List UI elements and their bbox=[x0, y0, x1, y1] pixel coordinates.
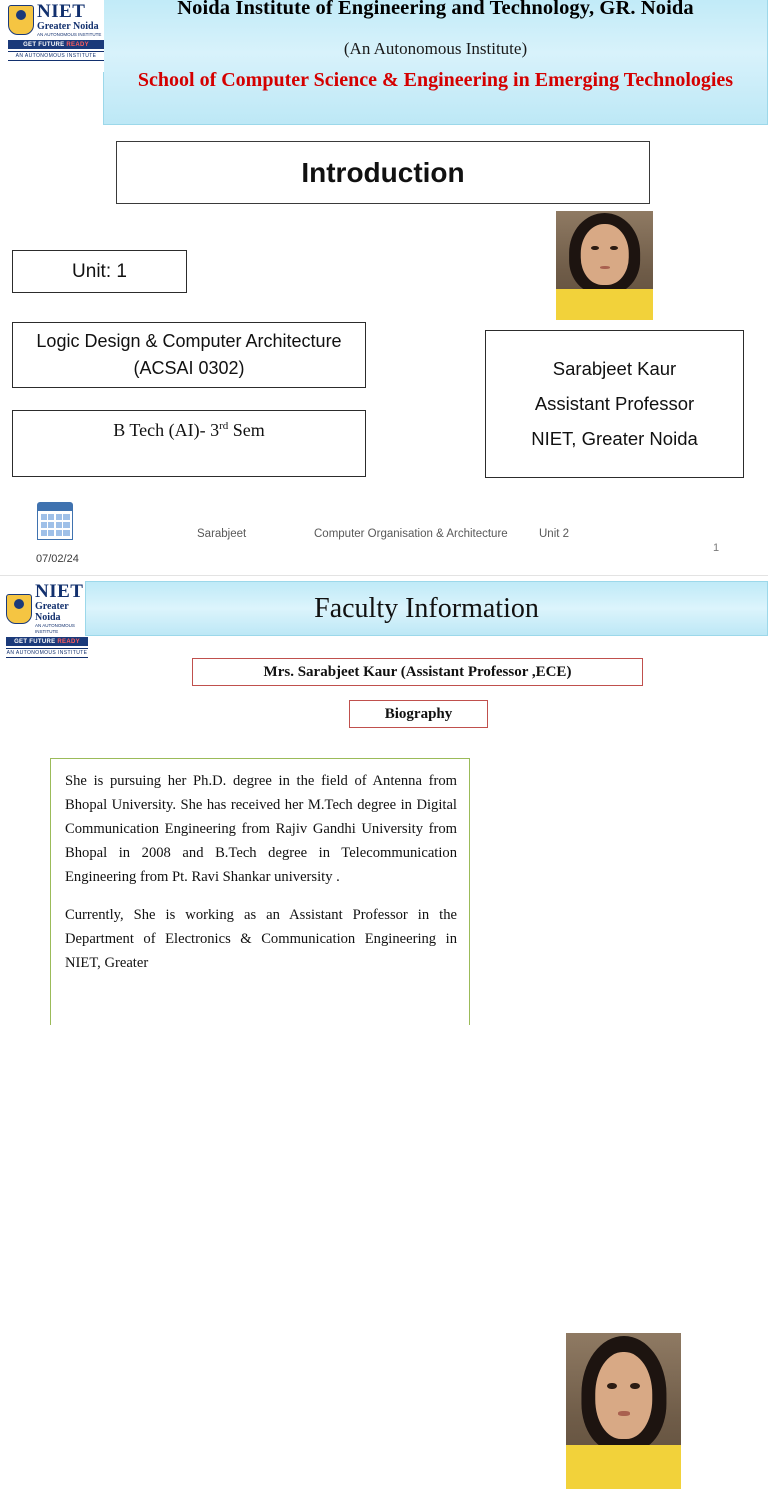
biography-paragraph-2: Currently, She is working as an Assistant Professor in the Department of Electronics & Communication Engineering in NIET, Greater bbox=[65, 907, 457, 971]
faculty-photo-small bbox=[556, 211, 653, 320]
biography-label-box bbox=[349, 700, 488, 728]
slide-title-box bbox=[116, 141, 650, 204]
logo-tiny-text: AN AUTONOMOUS INSTITUTE bbox=[37, 32, 102, 37]
unit-box bbox=[12, 250, 187, 293]
logo-accreditation: AN AUTONOMOUS INSTITUTE bbox=[8, 51, 104, 61]
faculty-designation: Assistant Professor bbox=[534, 393, 695, 414]
footer-page-number: 1 bbox=[713, 542, 720, 554]
footer-unit: Unit 2 bbox=[539, 528, 570, 540]
logo-ribbon-a-secondary: GET FUTURE bbox=[14, 638, 56, 645]
faculty-institute: NIET, Greater Noida bbox=[531, 428, 698, 449]
slide-footer bbox=[0, 520, 768, 565]
logo-ribbon-secondary bbox=[6, 637, 88, 646]
logo-sub-text-secondary: Greater Noida bbox=[35, 601, 69, 623]
logo-main-text-secondary: NIET bbox=[35, 581, 84, 602]
slide-header-band bbox=[103, 0, 768, 125]
logo-ribbon-b: READY bbox=[66, 41, 89, 48]
subject-box bbox=[12, 322, 366, 388]
branch-ordinal: rd bbox=[219, 420, 229, 432]
footer-date: 07/02/24 bbox=[36, 553, 79, 565]
branch-prefix: B Tech (AI)- 3 bbox=[113, 420, 220, 440]
footer-author: Sarabjeet bbox=[197, 528, 247, 540]
logo-main-text: NIET bbox=[37, 1, 86, 22]
branch-suffix: Sem bbox=[228, 420, 265, 440]
faculty-name: Sarabjeet Kaur bbox=[552, 358, 677, 379]
biography-text-box bbox=[50, 758, 470, 1025]
portrait-graphic bbox=[556, 211, 653, 320]
logo-sub-text: Greater Noida bbox=[37, 21, 99, 32]
slide-title: Introduction bbox=[301, 156, 465, 188]
faculty-photo-large bbox=[566, 1333, 681, 1489]
niet-logo-secondary bbox=[6, 580, 88, 656]
logo-ribbon-b-secondary: READY bbox=[57, 638, 80, 645]
logo-accreditation-secondary: AN AUTONOMOUS INSTITUTE bbox=[6, 650, 88, 656]
branch-label bbox=[113, 420, 265, 441]
biography-paragraph-1: She is pursuing her Ph.D. degree in the field of Antenna from Bhopal University. She has received her M.Tech degree in Digital Communication Engineering from Rajiv Gandhi University from Bhopal in 2008 and B.Tech degree in Telecommunication Engineering from Pt. Ravi Shankar university . bbox=[65, 773, 457, 885]
faculty-name-box bbox=[192, 658, 643, 686]
biography-label: Biography bbox=[384, 705, 453, 722]
institute-name: Noida Institute of Engineering and Technology, GR. Noida bbox=[177, 0, 694, 19]
crest-icon-secondary bbox=[6, 594, 32, 624]
faculty-name-line: Mrs. Sarabjeet Kaur (Assistant Professor ,ECE) bbox=[263, 663, 572, 680]
subject-label: Logic Design & Computer Architecture (ACSAI 0302) bbox=[36, 331, 342, 378]
faculty-information-title-band bbox=[85, 581, 768, 636]
calendar-icon bbox=[37, 502, 73, 540]
slide-faculty-information bbox=[0, 575, 768, 1024]
niet-logo bbox=[8, 0, 104, 72]
footer-subject: Computer Organisation & Architecture bbox=[314, 528, 508, 540]
branch-box bbox=[12, 410, 366, 477]
school-name: School of Computer Science & Engineering in Emerging Technologies bbox=[137, 69, 734, 91]
crest-icon bbox=[8, 5, 34, 35]
unit-label: Unit: 1 bbox=[72, 260, 127, 282]
logo-ribbon bbox=[8, 40, 104, 49]
faculty-info-box bbox=[485, 330, 744, 478]
portrait-graphic-large bbox=[566, 1333, 681, 1489]
logo-ribbon-a: GET FUTURE bbox=[23, 41, 65, 48]
autonomous-label: (An Autonomous Institute) bbox=[343, 39, 528, 58]
slide-introduction bbox=[0, 0, 768, 574]
faculty-information-title: Faculty Information bbox=[314, 592, 539, 624]
logo-tiny-text-secondary: AN AUTONOMOUS INSTITUTE bbox=[35, 623, 75, 634]
